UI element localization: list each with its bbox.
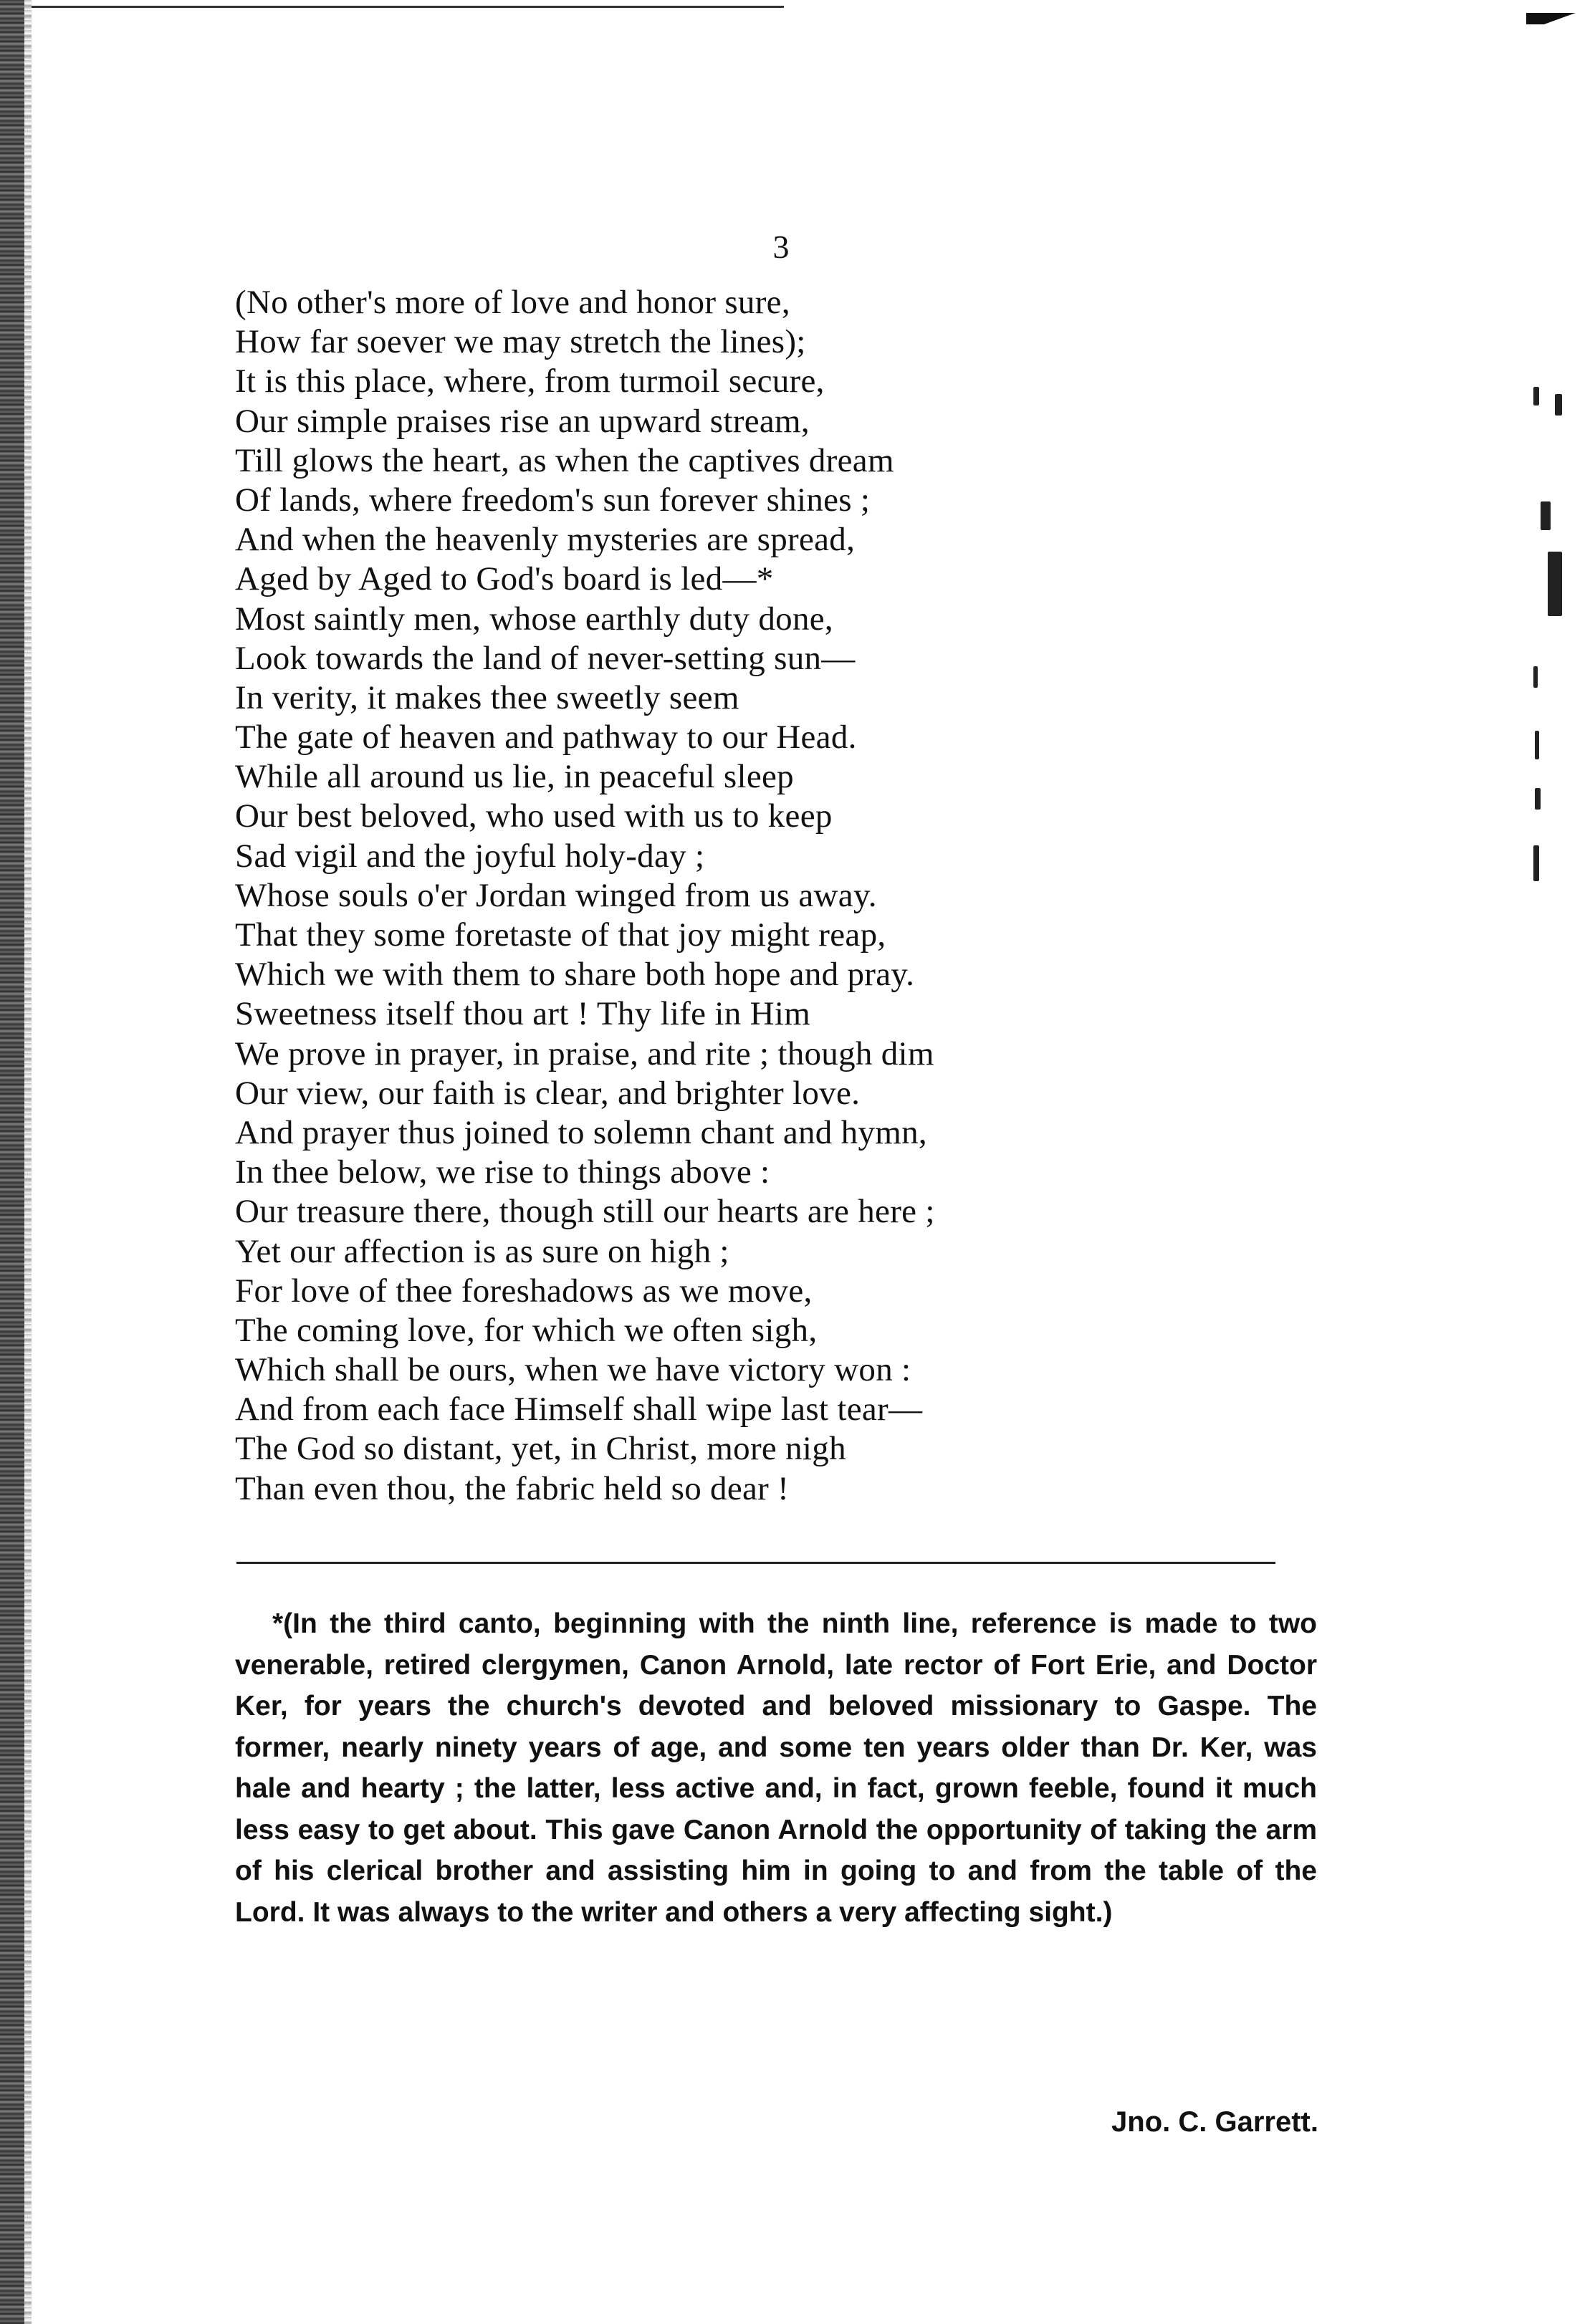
poem-line: Our view, our faith is clear, and brighter love. xyxy=(235,1074,861,1112)
poem-line: And from each face Himself shall wipe last tear— xyxy=(235,1391,923,1429)
poem-line: And prayer thus joined to solemn chant and hymn, xyxy=(235,1113,927,1151)
margin-specks xyxy=(1526,387,1576,888)
poem-line: And when the heavenly mysteries are spread, xyxy=(235,521,856,559)
binding-edge-shadow xyxy=(24,0,32,2324)
signature: Jno. C. Garrett. xyxy=(1111,2106,1318,2138)
poem-line: Our treasure there, though still our hearts are here ; xyxy=(235,1193,935,1231)
poem-line: We prove in prayer, in praise, and rite ; though dim xyxy=(235,1034,934,1072)
poem-line: (No other's more of love and honor sure, xyxy=(235,284,790,321)
poem-line: How far soever we may stretch the lines); xyxy=(235,323,806,361)
poem-line: The God so distant, yet, in Christ, more nigh xyxy=(235,1430,846,1468)
speck xyxy=(1555,394,1562,416)
poem-line: Than even thou, the fabric held so dear ! xyxy=(235,1469,790,1507)
poem-line: Aged by Aged to God's board is led—* xyxy=(235,560,774,598)
speck xyxy=(1541,501,1551,530)
poem-line: Look towards the land of never-setting sun— xyxy=(235,639,856,677)
top-rule xyxy=(32,6,784,8)
poem-line: While all around us lie, in peaceful sleep xyxy=(235,758,794,796)
poem-line: The gate of heaven and pathway to our Head. xyxy=(235,719,857,757)
poem-line: In thee below, we rise to things above : xyxy=(235,1153,770,1191)
poem-line: For love of thee foreshadows as we move, xyxy=(235,1272,813,1310)
separator-rule xyxy=(236,1562,1275,1564)
corner-mark xyxy=(1526,13,1584,24)
poem-line: The coming love, for which we often sigh, xyxy=(235,1311,818,1349)
poem-line: Till glows the heart, as when the captives dream xyxy=(235,441,894,479)
speck xyxy=(1535,731,1539,759)
speck xyxy=(1535,788,1541,810)
poem-line: It is this place, where, from turmoil secure, xyxy=(235,362,825,400)
speck xyxy=(1533,387,1539,405)
poem-line: Our simple praises rise an upward stream, xyxy=(235,402,810,440)
poem-line: Whose souls o'er Jordan winged from us away. xyxy=(235,876,877,914)
poem-line: Which shall be ours, when we have victory won : xyxy=(235,1351,911,1389)
speck xyxy=(1548,552,1562,616)
speck xyxy=(1533,845,1539,881)
speck xyxy=(1533,666,1538,688)
poem-line: Yet our affection is as sure on high ; xyxy=(235,1232,729,1270)
footnote: *(In the third canto, beginning with the ninth line, reference is made to two venerable, retired clergymen, Canon Arnold, late rector of Fort Erie, and Doctor Ker, for years the church's devoted and beloved missionary to Gaspe. The former, nearly ninety years of age, and some ten years older than Dr. Ker, was hale and hearty ; the latter, less active and, in fact, grown feeble, found it much less easy to get about. This gave Canon Arnold the opportunity of taking the arm of his clerical brother and assisting him in going to and from the table of the Lord. It was always to the writer and others a very affecting sight.) xyxy=(235,1608,1317,1928)
poem-line: Sweetness itself thou art ! Thy life in Him xyxy=(235,995,811,1033)
poem-line: Most saintly men, whose earthly duty done, xyxy=(235,600,833,638)
poem-line: Of lands, where freedom's sun forever shines ; xyxy=(235,481,871,519)
binding-edge xyxy=(0,0,24,2324)
page-number: 3 xyxy=(772,229,790,265)
poem xyxy=(235,283,1324,1509)
poem-line: Which we with them to share both hope and pray. xyxy=(235,956,915,994)
poem-line: Our best beloved, who used with us to keep xyxy=(235,797,833,835)
poem-line: In verity, it makes thee sweetly seem xyxy=(235,678,739,716)
poem-line: That they some foretaste of that joy might reap, xyxy=(235,916,886,954)
poem-line: Sad vigil and the joyful holy-day ; xyxy=(235,837,705,875)
